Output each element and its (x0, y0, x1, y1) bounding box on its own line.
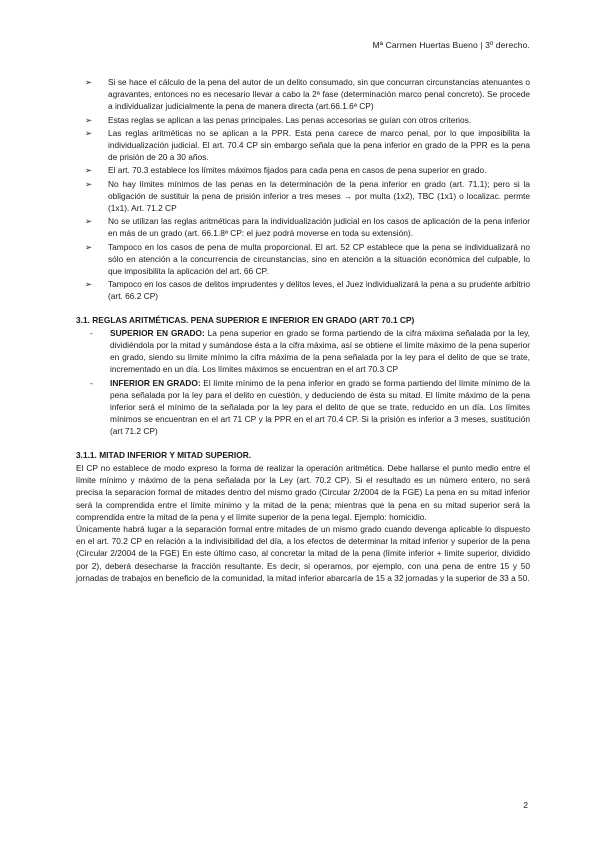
bullet-item: ➢ Tampoco en los casos de pena de multa proporcional. El art. 52 CP establece que la pena se individualizará no sólo en atención a la concurrencia de circunstancias, sino en atención a la situación económica del culpable, lo que imposibilita la aplicación del art. 66 CP. (85, 241, 530, 277)
dash-bullet: - (90, 327, 93, 338)
bullet-item: ➢ El art. 70.3 establece los límites máximos fijados para cada pena en casos de pena superior en grado. (85, 165, 487, 176)
term-label: SUPERIOR EN GRADO: (110, 327, 205, 338)
page-number: 2 (523, 800, 528, 810)
arrow-bullet-icon: ➢ (85, 127, 93, 138)
paragraph: El CP no establece de modo expreso la forma de realizar la operación aritmética. Debe hallarse el punto medio entre el límite mínimo y máximo de la pena señalada por la Ley (art. 70.2 CP). Si el resultado es un número entero, no será precisa la separacion formal de mitades dentro del mismo grado (Circular 2/2004 de la FGE) La pena en su mitad inferior será la comprendida entre el límite mínimo y la mitad de la pena; mientras que la pena en su mitad superior será la comprendida entre la mitad de la pena y el límite superior de la pena legal. Ejemplo: homicidio. (76, 462, 530, 522)
bullet-item: ➢ No se utilizan las reglas aritméticas para la individualización judicial en los casos de aplicación de la pena inferior en más de un grado (art. 66.1.8ª CP: el juez podrá moverse en toda su extensión). (85, 216, 530, 239)
grado-list (76, 327, 530, 438)
term-description: La pena superior en grado se forma partiendo de la cifra máxima señalada por la ley, dividiéndola por la mitad y sumándose ésta a la cifra máxima, así se obtiene el límite máximo de la pena superior en grado, siendo su límite mínimo la cifra máxima de la pena señalada por la ley para el delito de que se trate, incrementado en un día. Los límites máximos se encuentran en el art 70.3 CP (110, 327, 530, 375)
bullet-list (76, 76, 530, 303)
section-heading-reglas-aritmeticas: 3.1. REGLAS ARITMÉTICAS. PENA SUPERIOR E INFERIOR EN GRADO (ART 70.1 CP) (76, 314, 415, 325)
bullet-item: ➢ No hay límites mínimos de las penas en la determinación de la pena inferior en grado (art. 71.1); pero si la obligación de sustituir la pena de prisión inferior a tres meses → por multa (1x2), TBC (1x1) o localizac. permte (1x1). Art. 71.2 CP (85, 178, 530, 214)
arrow-bullet-icon: ➢ (85, 178, 93, 189)
section-heading-mitad: 3.1.1. MITAD INFERIOR Y MITAD SUPERIOR. (76, 449, 252, 460)
bullet-item: ➢ Las reglas aritméticas no se aplican a la PPR. Esta pena carece de marco penal, por lo que imposibilita la individualización judicial. El art. 70.4 CP sin embargo señala que la pena inferior en grado de la PPR es la pena de prisión de 20 a 30 años. (85, 127, 530, 163)
arrow-bullet-icon: ➢ (85, 241, 93, 252)
arrow-bullet-icon: ➢ (85, 216, 93, 227)
list-item-superior-en-grado (76, 327, 530, 376)
list-item-inferior-en-grado (76, 377, 530, 438)
arrow-bullet-icon: ➢ (85, 114, 93, 125)
bullet-item: ➢ Tampoco en los casos de delitos imprudentes y delitos leves, el Juez individualizará la pena a su prudente arbitrio (art. 66.2 CP) (85, 279, 530, 302)
bullet-item: ➢ Si se hace el cálculo de la pena del autor de un delito consumado, sin que concurran circunstancias atenuantes o agravantes, entonces no es necesario llevar a cabo la 2ª fase (determinación marco penal concreto). Se procede a individualizar judicialmente la pena de manera directa (art.66.1.6ª CP) (85, 77, 530, 112)
bullet-item: ➢ Estas reglas se aplican a las penas principales. Las penas accesorias se guían con otros criterios. (85, 114, 472, 125)
arrow-bullet-icon: ➢ (85, 279, 93, 290)
page-header: Mª Carmen Huertas Bueno | 3º derecho. (372, 40, 530, 50)
paragraph: Únicamente habrá lugar a la separación formal entre mitades de un mismo grado cuando devenga aplicable lo dispuesto en el art. 70.2 CP en relación a la indivisibilidad del día, a los efectos de determinar la mitad inferior y superior de la pena (Circular 2/2004 de la FGE) En este último caso, al concretar la mitad de la pena (límite inferior + límite superior, dividido por 2), deberá desecharse la fracción resultante. Es decir, si operamos, por ejemplo, con una pena de entre 15 y 50 jornadas de trabajos en beneficio de la comunidad, la mitad inferior abarcaría de 15 a 32 jornadas y la superior de 33 a 50. (76, 523, 530, 583)
arrow-bullet-icon: ➢ (85, 77, 93, 87)
term-label: INFERIOR EN GRADO: (110, 377, 201, 388)
arrow-bullet-icon: ➢ (85, 165, 93, 176)
term-description: El límite mínimo de la pena inferior en grado se forma partiendo del límite mínimo de la pena señalada por la ley para el delito en cuestión, y deduciendo de ésta su mitad. El límite máximo de la pena inferior será el mínimo de la señalada por la ley para el delito de que se trate, reducido en un día. Los límites mínimos se encuentran en el art 71 CP y la PPR en el art 70.4 CP. Si la prisión es inferior a 3 meses, sustitución (art 71.2 CP) (110, 377, 530, 437)
dash-bullet: - (90, 377, 93, 388)
page-content (76, 76, 530, 584)
